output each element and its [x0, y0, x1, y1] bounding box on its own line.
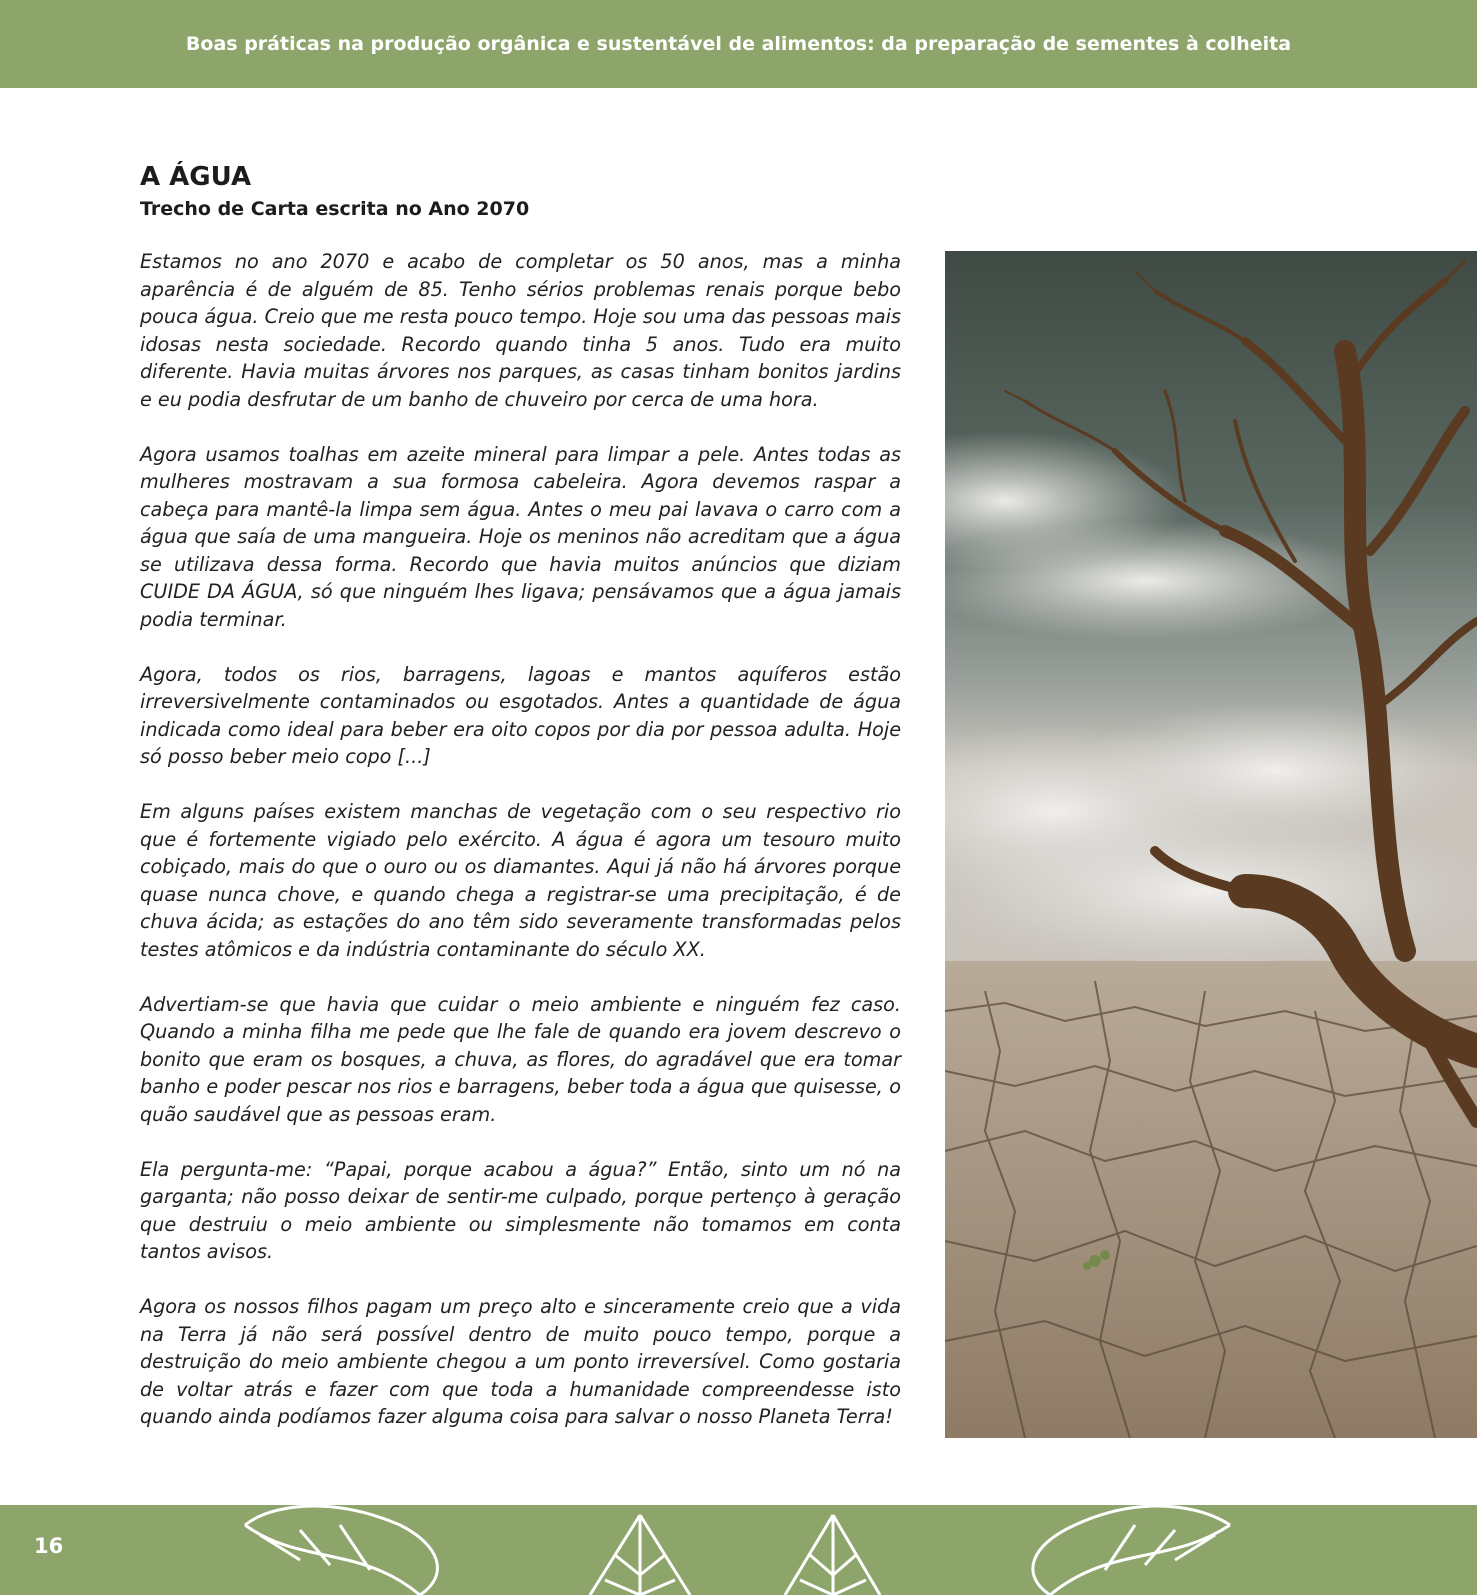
paragraph: Agora usamos toalhas em azeite mineral para limpar a pele. Antes todas as mulheres mostravam a sua formosa cabeleira. Agora devemos raspar a cabeça para mantê-la limpa sem água. Antes o meu pai lavava o carro com a água que saía de uma mangueira. Hoje os meninos não acreditam que a água se utilizava dessa forma. Recordo que havia muitos anúncios que diziam CUIDE DA ÁGUA, só que ninguém lhes ligava; pensávamos que a água jamais podia terminar.	[140, 442, 901, 631]
section-subtitle: Trecho de Carta escrita no Ano 2070	[140, 198, 530, 220]
dead-tree-illustration	[945, 251, 1477, 1438]
paragraph: Agora os nossos filhos pagam um preço alto e sinceramente creio que a vida na Terra já não será possível dentro de muito pouco tempo, porque a destruição do meio ambiente chegou a um ponto irreversível. Como gostaria de voltar atrás e fazer com que toda a humanidade compreendesse isto quando ainda podíamos fazer alguma coisa para salvar o nosso Planeta Terra!	[140, 1295, 901, 1428]
paragraph: Advertiam-se que havia que cuidar o meio ambiente e ninguém fez caso. Quando a minha filha me pede que lhe fale de quando era jovem descrevo o bonito que eram os bosques, a chuva, as flores, do agradável que era tomar banho e poder pescar nos rios e barragens, beber toda a água que quisesse, o quão saudável que as pessoas eram.	[140, 992, 901, 1126]
paragraph: Em alguns países existem manchas de vegetação com o seu respectivo rio que é fortemente vigiado pelo exército. A água é agora um tesouro muito cobiçado, mais do que o ouro ou os diamantes. Aqui já não há árvores porque quase nunca chove, e quando chega a registrar-se uma precipitação, é de chuva ácida; as estações do ano têm sido severamente transformadas pelos testes atômicos e da indústria contaminante do século XX.	[140, 800, 901, 961]
leaf-decoration-icon	[0, 1505, 1477, 1595]
paragraph: Agora, todos os rios, barragens, lagoas e mantos aquíferos estão irreversivelmente contaminados ou esgotados. Antes a quantidade de água indicada como ideal para beber era oito copos por dia por pessoa adulta. Hoje só posso beber meio copo [...]	[140, 662, 901, 768]
section-heading	[140, 160, 901, 222]
section-title: A ÁGUA	[140, 162, 252, 192]
header-title: Boas práticas na produção orgânica e sustentável de alimentos: da preparação de sementes à colheita	[185, 33, 1292, 55]
footer-band	[0, 1505, 1477, 1595]
page-number: 16	[34, 1534, 64, 1558]
dead-tree-photo	[945, 251, 1477, 1438]
paragraph: Ela pergunta-me: “Papai, porque acabou a água?” Então, sinto um nó na garganta; não posso deixar de sentir-me culpado, porque pertenço à geração que destruiu o meio ambiente ou simplesmente não tomamos em conta tantos avisos.	[140, 1157, 901, 1263]
letter-body	[140, 248, 901, 1458]
paragraph: Estamos no ano 2070 e acabo de completar os 50 anos, mas a minha aparência é de alguém de 85. Tenho sérios problemas renais porque bebo pouca água. Creio que me resta pouco tempo. Hoje sou uma das pessoas mais idosas nesta sociedade. Recordo quando tinha 5 anos. Tudo era muito diferente. Havia muitas árvores nos parques, as casas tinham bonitos jardins e eu podia desfrutar de um banho de chuveiro por cerca de uma hora.	[140, 250, 901, 411]
